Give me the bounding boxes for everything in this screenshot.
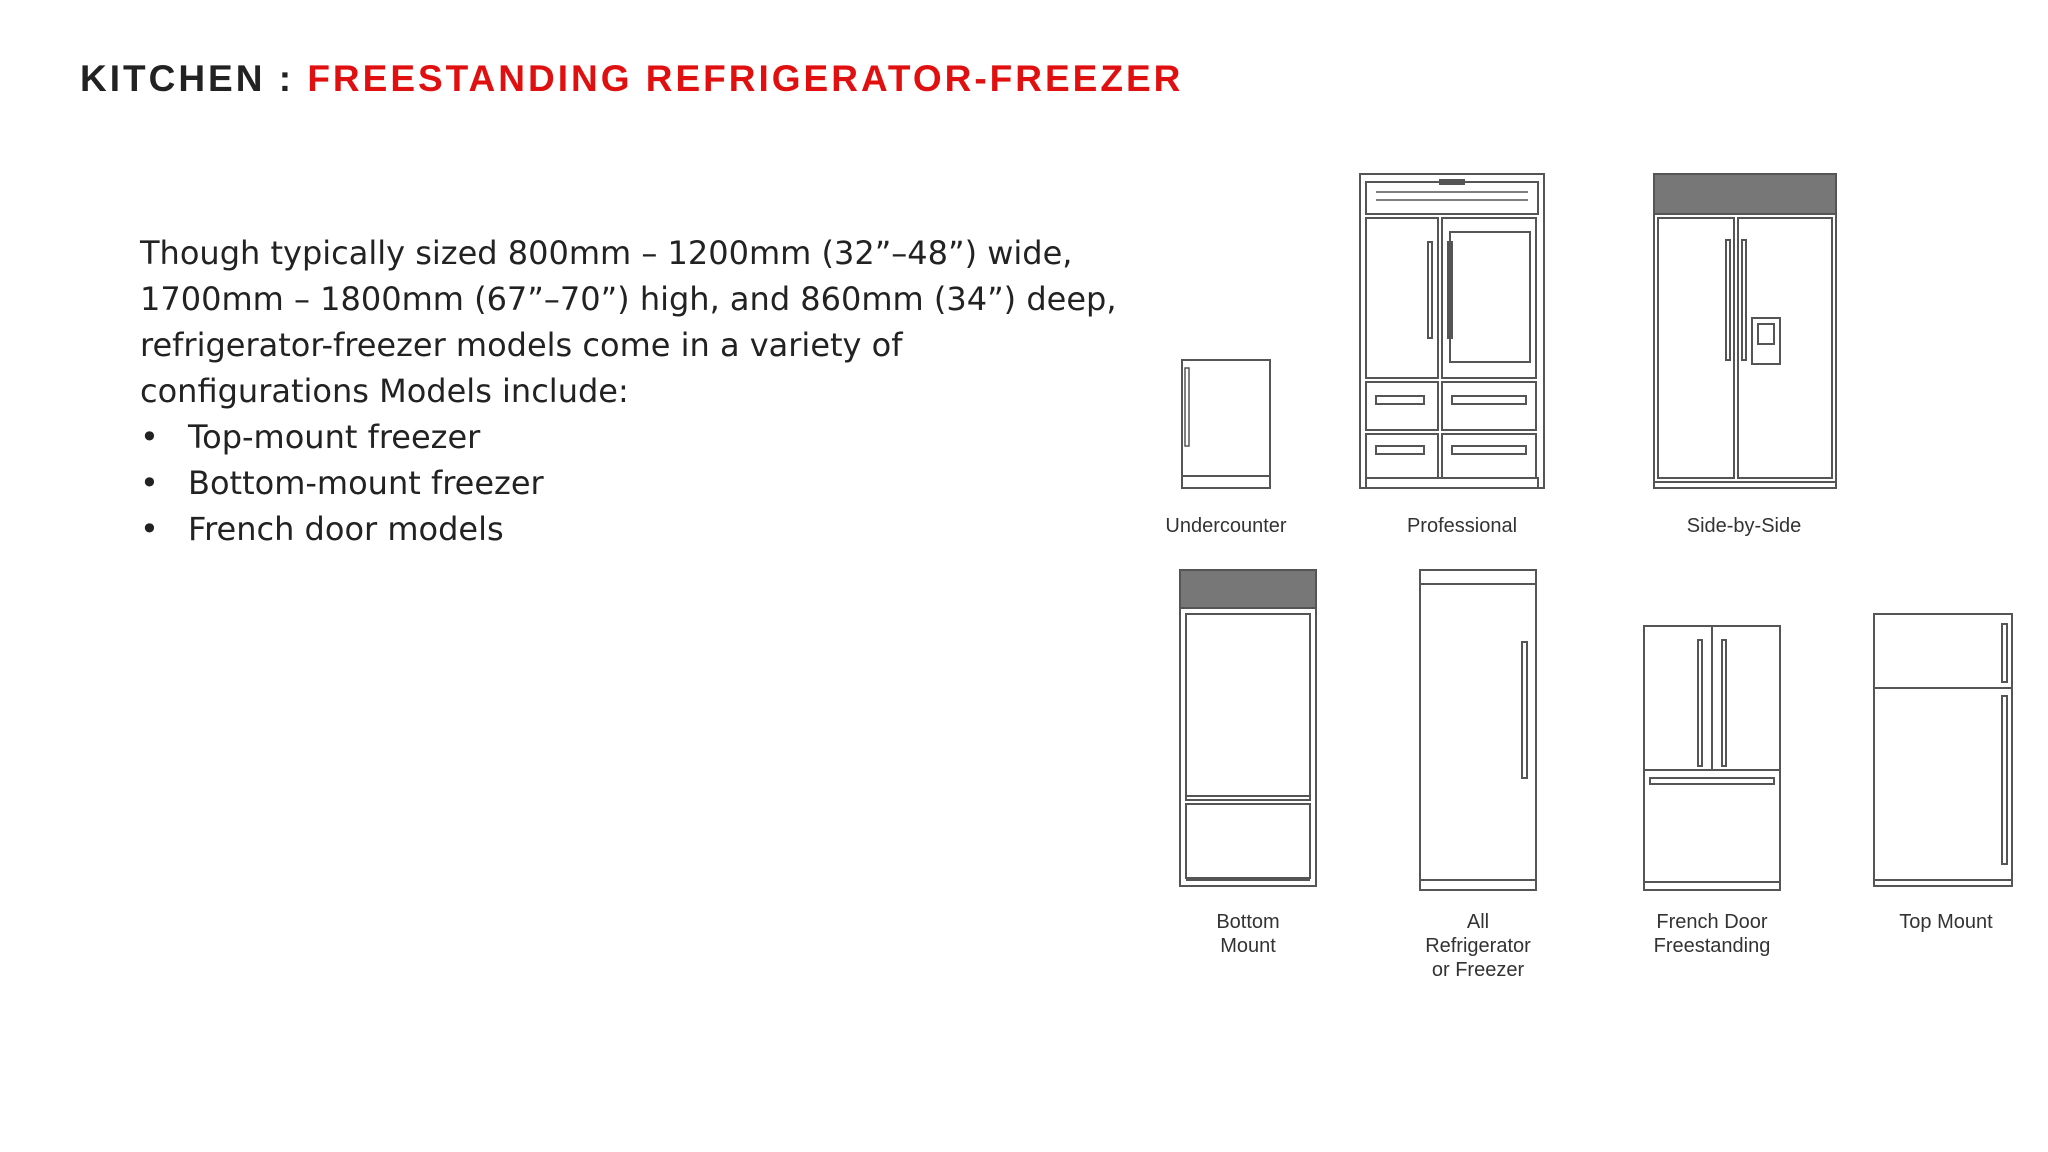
list-item: • French door models xyxy=(140,506,1120,552)
side-by-side-drawing xyxy=(1654,174,1836,488)
undercounter-drawing xyxy=(1182,360,1270,488)
caption-top-mount xyxy=(1850,910,2042,934)
bottom-mount-drawing xyxy=(1180,570,1316,886)
title-main: FREESTANDING REFRIGERATOR-FREEZER xyxy=(307,58,1184,99)
caption-professional xyxy=(1366,514,1558,538)
body-text xyxy=(140,230,1120,552)
caption-line: Top Mount xyxy=(1899,911,1993,933)
intro-paragraph: Though typically sized 800mm – 1200mm (32”–48”) wide, 1700mm – 1800mm (67”–70”) high, and 860mm (34”) deep, refrigerator-freezer models come in a variety of configurations Models include: xyxy=(140,234,1117,410)
caption-bottom-mount xyxy=(1152,910,1344,958)
professional-drawing xyxy=(1360,174,1544,488)
title-prefix: KITCHEN : xyxy=(80,58,308,99)
caption-line: Refrigerator xyxy=(1425,935,1531,957)
caption-line: Bottom xyxy=(1216,911,1280,933)
french-door-drawing xyxy=(1644,626,1780,890)
caption-line: or Freezer xyxy=(1431,959,1525,981)
caption-french-door xyxy=(1616,910,1808,958)
caption-all-refrigerator xyxy=(1382,910,1574,982)
top-mount-drawing xyxy=(1874,614,2012,886)
caption-undercounter xyxy=(1130,514,1322,538)
caption-line: Side-by-Side xyxy=(1686,515,1802,537)
list-item: • Top-mount freezer xyxy=(140,414,1120,460)
caption-side-by-side xyxy=(1648,514,1840,538)
refrigerator-types-figure xyxy=(1150,160,2048,1000)
caption-line: Professional xyxy=(1406,515,1518,537)
all-refrigerator-drawing xyxy=(1420,570,1536,890)
caption-line: All xyxy=(1466,911,1490,933)
caption-line: Freestanding xyxy=(1653,935,1771,957)
caption-line: Mount xyxy=(1220,935,1276,957)
caption-line: Undercounter xyxy=(1165,515,1287,537)
slide-title xyxy=(80,58,1183,100)
caption-line: French Door xyxy=(1656,911,1768,933)
models-list xyxy=(140,414,1120,552)
list-item: • Bottom-mount freezer xyxy=(140,460,1120,506)
